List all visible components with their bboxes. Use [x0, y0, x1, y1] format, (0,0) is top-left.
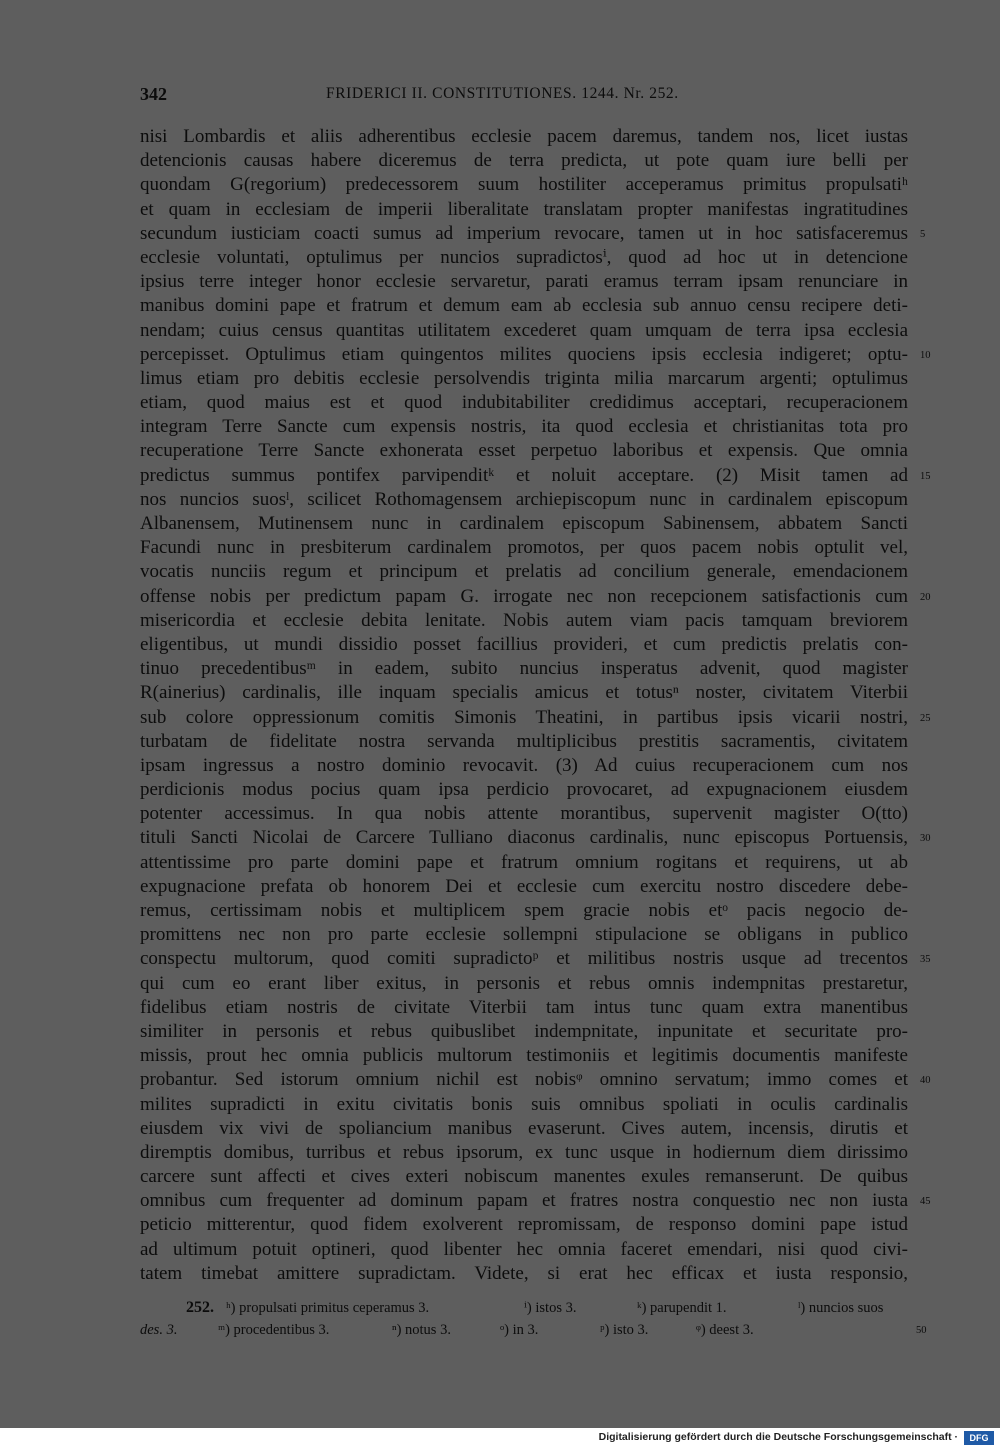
text-line-content: probantur. Sed istorum omnium nichil est nobisᵠ omnino servatum; immo comes et: [140, 1069, 908, 1091]
text-line: [140, 585, 931, 609]
footnote-h: ʰ) propulsati primitus ceperamus 3.: [226, 1300, 430, 1316]
text-line-content: nisi Lombardis et aliis adherentibus ecclesie pacem daremus, tandem nos, licet iustas: [140, 126, 908, 147]
text-line: [140, 439, 908, 463]
text-line-content: detencionis causas habere diceremus de terra predicta, ut pote quam iure belli per: [140, 150, 908, 172]
footnote-o: ᵒ) in 3.: [500, 1322, 539, 1338]
text-line-content: eiusdem vix vivi de spoliancium manibus evaserunt. Cives autem, incensis, dirutis et: [140, 1117, 908, 1139]
text-line: [140, 851, 908, 875]
footnote-document-number: 252.: [186, 1299, 214, 1316]
text-line: [140, 149, 908, 173]
footer-bar: [0, 1428, 1000, 1448]
text-line: [140, 1068, 931, 1092]
text-line-content: etiam, quod maius est et quod indubitabiliter credidimus acceptari, recuperacionem: [140, 392, 908, 414]
text-line: [140, 826, 931, 850]
text-line: [140, 1213, 908, 1237]
text-line: [140, 657, 908, 681]
text-line-content: carcere sunt affecti et cives exteri nobiscum manentes exules remanserunt. De quibus: [140, 1166, 908, 1188]
text-line: [140, 270, 908, 294]
margin-line-number: 50: [916, 1325, 927, 1336]
text-line: [140, 706, 931, 730]
text-line: [140, 294, 908, 318]
margin-line-number: 30: [920, 833, 931, 845]
footnote-i: ⁱ) istos 3.: [524, 1300, 577, 1316]
margin-line-number: 10: [920, 349, 931, 361]
text-line-content: recuperatione Terre Sancte exhonerata esset perpetuo laboribus et expensis. Que omnia: [140, 440, 908, 462]
margin-line-number: 40: [920, 1075, 931, 1087]
text-line: [140, 464, 931, 488]
text-line: [140, 1141, 908, 1165]
footnote-n: ⁿ) notus 3.: [392, 1322, 451, 1338]
text-line: [140, 415, 908, 439]
text-line: [140, 488, 908, 512]
text-line-content: vocatis nunciis regum et principum et prelatis ad concilium generale, emendacionem: [140, 561, 908, 583]
text-line: [140, 367, 908, 391]
page-number: 342: [140, 84, 167, 104]
text-line-content: promittens nec non pro parte ecclesie sollempni stipulacione se obligans in publico: [140, 924, 908, 946]
text-line-content: et quam in ecclesiam de imperii liberalitate translatam propter manifestas ingratitudines: [140, 198, 908, 220]
margin-line-number: 25: [920, 712, 931, 724]
text-line-content: turbatam de fidelitate nostra servanda multiplicibus prestitis sacramentis, civitatem: [140, 730, 908, 752]
text-line-content: perdicionis modus pocius quam ipsa perdicio provocaret, ad expugnacionem eiusdem: [140, 779, 908, 801]
text-line: [140, 343, 931, 367]
text-line-content: offense nobis per predictum papam G. irrogate nec non recepcionem satisfactionis cum: [140, 585, 908, 607]
text-line: [140, 730, 908, 754]
text-line: [140, 512, 908, 536]
text-line: [140, 1093, 908, 1117]
text-line: [140, 391, 908, 415]
footnote-l: ˡ) nuncios suos: [798, 1300, 884, 1316]
text-line: [140, 1044, 908, 1068]
text-line-content: secundum iusticiam coacti sumus ad imperium revocare, tamen ut in hoc satisfaceremus: [140, 222, 908, 244]
text-line: [140, 536, 908, 560]
text-line-content: eligentibus, ut mundi dissidio posset facillius provideri, et cum predictis prelatis con-: [140, 633, 908, 655]
margin-line-number: 35: [920, 954, 931, 966]
text-line-content: integram Terre Sancte cum expensis nostris, ita quod ecclesia et christianitas tota pro: [140, 416, 908, 438]
text-line-content: Albanensem, Mutinensem nunc in cardinalem episcopum Sabinensem, abbatem Sancti: [140, 513, 908, 534]
text-line: [140, 1165, 908, 1189]
text-line-content: nendam; cuius census quantitas utilitatem excederet quam umquam de terra ipsa ecclesia: [140, 319, 908, 341]
footnote-l-cont: des. 3.: [140, 1322, 178, 1338]
text-line-content: limus etiam pro debitis ecclesie persolvendis triginta milia marcarum argenti; optulimus: [140, 367, 908, 389]
text-line: [140, 754, 908, 778]
text-line: [140, 1117, 908, 1141]
text-line-content: nos nuncios suosˡ, scilicet Rothomagensem archiepiscopum nunc in cardinalem episcopum: [140, 488, 908, 510]
text-line-content: potenter accessimus. In qua nobis attente morantibus, supervenit magister O(tto): [140, 803, 908, 825]
text-line: [140, 609, 908, 633]
text-line: [140, 802, 908, 826]
text-line: [140, 875, 908, 899]
text-line-content: ecclesie voluntati, optulimus per nuncios supradictosⁱ, quod ad hoc ut in detencione: [140, 246, 908, 268]
margin-line-number: 15: [920, 470, 931, 482]
main-text: [140, 125, 931, 1286]
text-line-content: tituli Sancti Nicolai de Carcere Tulliano diaconus cardinalis, nunc episcopus Portuensis,: [140, 827, 908, 849]
footnote-p: ᵖ) isto 3.: [600, 1322, 649, 1338]
text-line: [140, 246, 908, 270]
footnote-q: ᵠ) deest 3.: [696, 1322, 754, 1338]
text-line: [140, 947, 931, 971]
text-line: [140, 1238, 908, 1262]
text-line-content: similiter in personis et rebus quibuslibet indempnitate, inpunitate et securitate pro-: [140, 1020, 908, 1042]
text-line-content: misericordia et ecclesie debita lenitate. Nobis autem viam pacis tamquam breviorem: [140, 609, 908, 631]
text-line-content: predictus summus pontifex parvipenditᵏ et noluit acceptare. (2) Misit tamen ad: [140, 464, 908, 486]
text-line-content: fidelibus etiam nostris de civitate Viterbii tam intus tunc quam extra manentibus: [140, 996, 908, 1018]
text-line: [140, 1189, 931, 1213]
text-line: [140, 681, 908, 705]
page-header: [140, 84, 910, 108]
margin-line-number: 20: [920, 591, 931, 603]
text-line-content: sub colore oppressionum comitis Simonis Theatini, in partibus ipsis vicarii nostri,: [140, 706, 908, 728]
footnote-k: ᵏ) parupendit 1.: [637, 1300, 727, 1316]
text-line-content: tinuo precedentibusᵐ in eadem, subito nuncius insperatus advenit, quod magister: [140, 658, 908, 680]
text-line-content: peticio mitterentur, quod fidem exolverent repromissam, de responso domini pape istud: [140, 1214, 908, 1236]
text-line: [140, 633, 908, 657]
text-line: [140, 778, 908, 802]
text-line: [140, 222, 926, 246]
text-line-content: ad ultimum potuit optineri, quod libenter hec omnia faceret emendari, nisi quod civi-: [140, 1238, 908, 1260]
text-line: [140, 923, 908, 947]
text-line-content: quondam G(regorium) predecessorem suum hostiliter acceperamus primitus propulsatiʰ: [140, 174, 908, 196]
footnote-m: ᵐ) procedentibus 3.: [218, 1322, 330, 1338]
text-line: [140, 198, 908, 222]
running-title: FRIDERICI II. CONSTITUTIONES. 1244. Nr. 252.: [326, 85, 679, 102]
text-line: [140, 125, 908, 149]
footnote-line-2: [140, 1319, 927, 1341]
text-line: [140, 560, 908, 584]
text-line: [140, 1020, 908, 1044]
text-line-content: R(ainerius) cardinalis, ille inquam specialis amicus et totusⁿ noster, civitatem Viterbii: [140, 682, 908, 704]
text-line-content: ipsam ingressus a nostro dominio revocavit. (3) Ad cuius recuperacionem cum nos: [140, 754, 908, 776]
text-line-content: tatem timebat amittere supradictam. Videte, si erat hec efficax et iusta responsio,: [140, 1262, 908, 1284]
text-line-content: milites supradicti in exitu civitatis bonis suis omnibus spoliati in oculis cardinalis: [140, 1093, 908, 1115]
text-line-content: omnibus cum frequenter ad dominum papam et fratres nostra conquestio nec non iusta: [140, 1190, 908, 1212]
footnote-line-1: [140, 1297, 910, 1319]
text-line-content: ipsius terre integer honor ecclesie servaretur, parati eramus terram ipsam renunciare in: [140, 271, 908, 293]
footnotes: [140, 1297, 927, 1341]
funding-notice: Digitalisierung gefördert durch die Deutsche Forschungsgemeinschaft ·: [598, 1431, 958, 1443]
text-line-content: missis, prout hec omnia publicis multorum testimoniis et legitimis documentis manifeste: [140, 1045, 908, 1067]
text-line-content: diremptis domibus, turribus et rebus ipsorum, ex tunc usque in hodiernum diem dirissimo: [140, 1141, 908, 1163]
dfg-logo: DFG: [964, 1431, 994, 1445]
text-line: [140, 996, 908, 1020]
text-line: [140, 319, 908, 343]
text-line-content: qui cum eo erant liber exitus, in personis et rebus omnis indempnitas prestaretur,: [140, 972, 908, 994]
text-line-content: remus, certissimam nobis et multiplicem spem gracie nobis etᵒ pacis negocio de-: [140, 900, 908, 921]
text-line-content: conspectu multorum, quod comiti supradictoᵖ et militibus nostris usque ad trecentos: [140, 948, 908, 970]
text-line: [140, 899, 908, 923]
text-line-content: percepisset. Optulimus etiam quingentos milites quociens ipsis ecclesia indigeret; optu-: [140, 343, 908, 365]
text-line-content: Facundi nunc in presbiterum cardinalem promotos, per quos pacem nobis optulit vel,: [140, 537, 908, 559]
text-line-content: manibus domini pape et fratrum et demum eam ab ecclesia sub annuo censu recipere deti-: [140, 295, 908, 317]
text-line-content: attentissime pro parte domini pape et fratrum omnium rogitans et requirens, ut ab: [140, 851, 908, 873]
text-line: [140, 972, 908, 996]
text-line: [140, 1262, 908, 1286]
margin-line-number: 45: [920, 1196, 931, 1208]
margin-line-number: 5: [920, 228, 926, 240]
text-line: [140, 173, 908, 197]
text-line-content: expugnacione prefata ob honorem Dei et ecclesie cum exercitu nostro discedere debe-: [140, 875, 908, 897]
